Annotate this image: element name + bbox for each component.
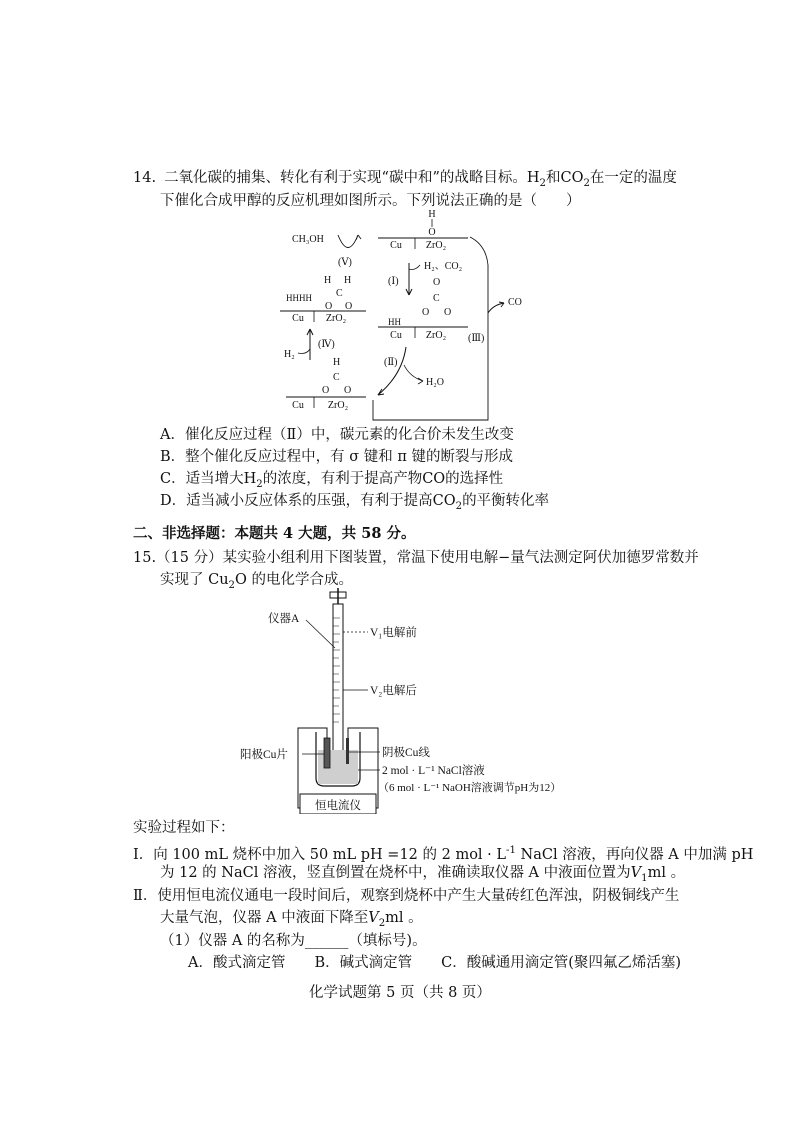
zro2-label-top: ZrO₂ [425,240,447,251]
atom-o-left2: O [345,301,353,312]
h2-label-left: H₂ [284,349,295,360]
burette-tube [333,604,343,754]
atom-h-top: H [428,209,436,220]
q14-option-d: D．适当减小反应体系的压强，有利于提高$CO_2$的平衡转化率 [160,493,550,512]
electrolysis-apparatus-diagram [240,588,585,814]
step-iv-label: (Ⅳ) [318,339,335,350]
catalysis-mechanism-diagram [278,205,528,423]
atom-o-right1: O [433,277,441,288]
zro2-label-left: ZrO₂ [325,313,347,324]
solution-note: （6 mol · L⁻¹ NaOH溶液调节pH为12） [378,782,562,794]
q15-step1-line1: Ⅰ．向 100 mL 烧杯中加入 50 mL pH =12 的 2 mol · $L^{-1}$ NaCl 溶液，再向仪器 A 中加满 pH [133,845,754,863]
q15-sub1-options: A．酸式滴定管 B．碱式滴定管 C．酸碱通用滴定管(聚四氟乙烯活塞) [188,955,682,971]
q14-option-a: A．催化反应过程（Ⅱ）中，碳元素的化合价未发生改变 [160,427,514,443]
atom-o-bottom2: O [344,385,352,396]
atom-c-bottom: C [333,372,340,383]
anode-label: 阳极Cu片 [240,749,288,761]
q15-process-title: 实验过程如下： [133,820,235,836]
zro2-label-right: ZrO₂ [425,330,447,341]
q15-step2-line1: Ⅱ．使用恒电流仪通电一段时间后，观察到烧杯中产生大量砖红色浑浊，阴极铜线产生 [133,888,680,904]
cu-label-bottom: Cu [292,400,304,411]
co-label: CO [508,297,522,308]
cu-label-right: Cu [390,330,402,341]
atom-o-right3: O [444,307,452,318]
step-ii-arrow [378,347,406,395]
cu-label-top: Cu [390,240,402,251]
q15-stem-line2: 实现了 $Cu_2O$ 的电化学合成。 [160,572,353,591]
q15-step1-line2: 为 12 的 NaCl 溶液，竖直倒置在烧杯中，准确读取仪器 A 中液面位置为$V_1ml$ 。 [160,865,686,884]
cathode-label: 阴极Cu线 [382,747,430,759]
ch3oh-label: CH₃OH [292,234,324,245]
atom-o-bottom1: O [322,385,330,396]
hhhh-left: HHHH [286,293,312,303]
atom-o-top: O [428,227,436,238]
q14-number: 14. [133,170,157,186]
atom-h-left2: H [344,275,352,286]
hh-right: HH [388,317,401,327]
q15-stem-line1: 15.（15 分）某实验小组利用下图装置，常温下使用电解−量气法测定阿伏加德罗常数并 [133,550,699,566]
page-footer: 化学试题第 5 页（共 8 页） [309,985,491,1001]
v1-label: V₁电解前 [370,627,417,639]
step-v-arrow [338,235,358,248]
atom-h-left1: H [324,275,332,286]
solution-label: 2 mol · L⁻¹ NaCl溶液 [382,765,485,777]
zro2-label-bottom: ZrO₂ [327,400,349,411]
atom-c-right: C [433,293,440,304]
q14-stem-line1: 14. 二氧化碳的捕集、转化有利于实现“碳中和”的战略目标。$H_2$和$CO_2$在一定的温度 [133,170,677,189]
q15-sub1-question: （1）仪器 A 的名称为______（填标号)。 [160,933,427,949]
step-v-label: (Ⅴ) [338,257,352,268]
q14-stem-line2: 下催化合成甲醇的反应机理如图所示。下列说法正确的是（ ） [160,193,581,209]
q14-option-c: C．适当增大$H_2$的浓度，有利于提高产物CO的选择性 [160,471,504,490]
q15-step2-line2: 大量气泡，仪器 A 中液面下降至$V_2ml$ 。 [160,910,423,929]
step-ii-label: (Ⅱ) [384,357,398,368]
h2-co2-label: H₂、CO₂ [424,261,463,272]
cu-label-left: Cu [292,313,304,324]
cathode-cu-wire [346,738,349,764]
atom-o-left1: O [325,301,333,312]
atom-o-right2: O [422,307,430,318]
step-iii-label: (Ⅲ) [468,333,485,344]
power-label: 恒电流仪 [315,800,361,812]
atom-h-bottom: H [333,357,341,368]
h2o-label: H₂O [426,377,444,388]
v2-label: V₂电解后 [370,685,417,697]
anode-cu-plate [324,738,330,768]
q14-option-b: B．整个催化反应过程中，有 σ 键和 π 键的断裂与形成 [160,449,514,465]
atom-c-left: C [336,288,343,299]
step-i-label: (Ⅰ) [388,276,399,287]
instrument-a-label: 仪器A [268,613,300,625]
section2-heading: 二、非选择题：本题共 4 大题，共 58 分。 [133,525,416,542]
